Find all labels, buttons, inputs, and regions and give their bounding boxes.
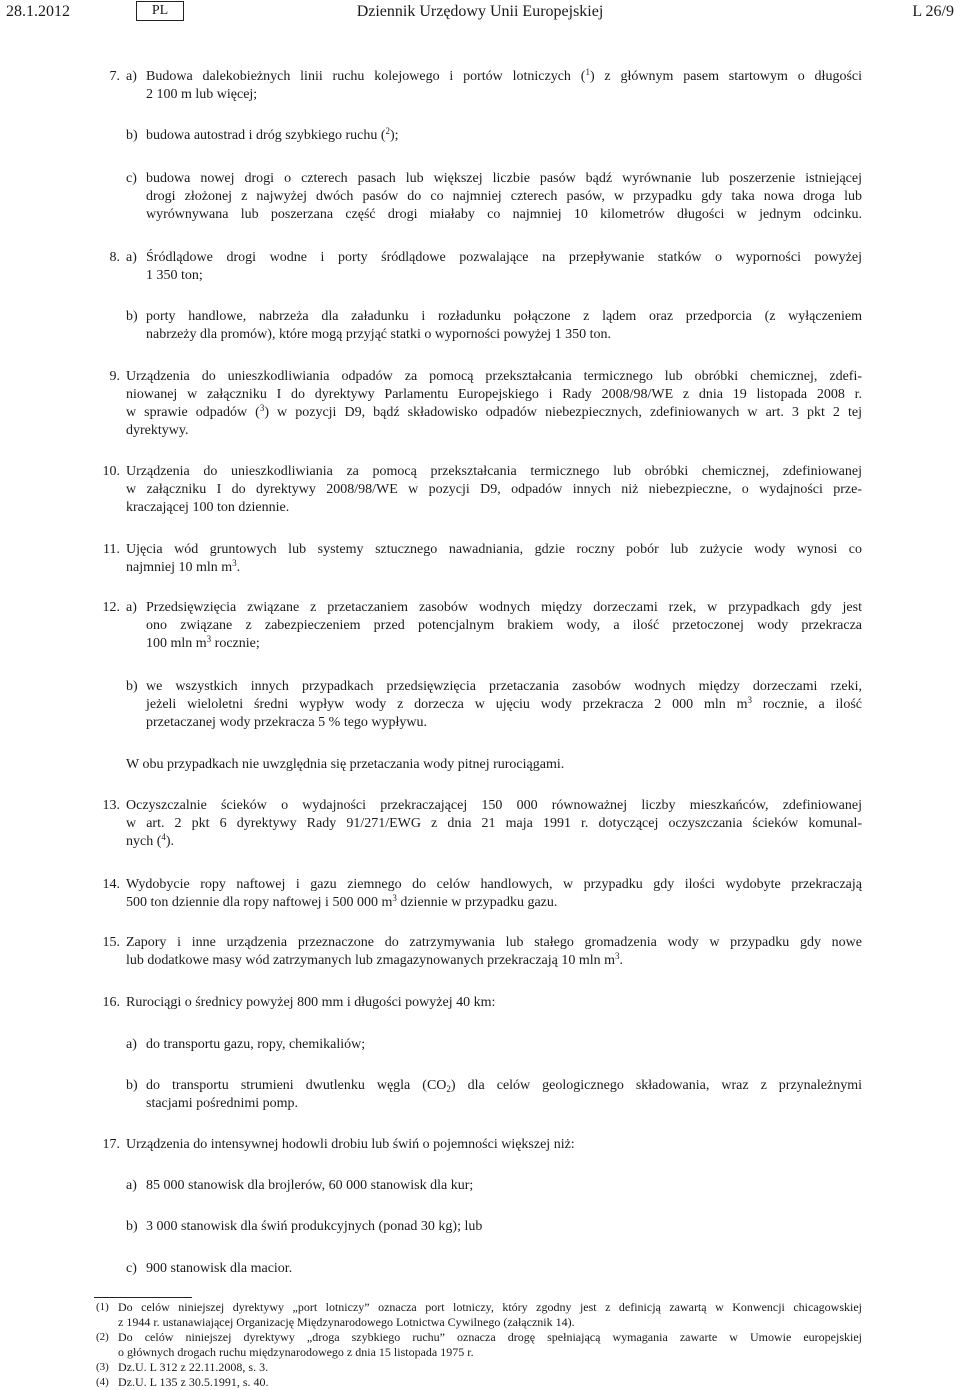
text-line: Budowa dalekobieżnych linii ruchu kolejowego i portów lotniczych ($^1$) z głównym pasem startowym o długości [146, 67, 862, 84]
text-line: lub dodatkowe masy wód zatrzymanych lub zmagazynowanych przekraczają 10 mln $m^3$. [126, 951, 624, 968]
sub-label: b) [126, 679, 138, 694]
item-number: 10. [102, 464, 120, 479]
item-number: 12. [102, 600, 120, 615]
item-number: 17. [102, 1137, 120, 1152]
sub-label: a) [126, 600, 137, 615]
sub-label: a) [126, 69, 137, 84]
item-number: 7. [109, 69, 120, 84]
language-badge: PL [136, 1, 184, 21]
footnote-divider [94, 1297, 192, 1298]
page-number: L 26/9 [912, 3, 954, 20]
item-number: 13. [102, 798, 120, 813]
text-line: we wszystkich innych przypadkach przedsięwzięcia przetaczania zasobów wodnych między dorzeczami rzeki, [146, 679, 862, 694]
sub-label: a) [126, 1178, 137, 1193]
text-line: dyrektywy. [126, 423, 189, 438]
text-line: do transportu gazu, ropy, chemikaliów; [146, 1037, 366, 1052]
sub-label: a) [126, 250, 137, 265]
text-line: budowa autostrad i dróg szybkiego ruchu ($^2$); [146, 126, 399, 143]
text-line: kraczającej 100 ton dziennie. [126, 500, 290, 515]
text-line: 85 000 stanowisk dla brojlerów, 60 000 stanowisk dla kur; [146, 1178, 474, 1193]
text-line: Rurociągi o średnicy powyżej 800 mm i długości powyżej 40 km: [126, 995, 496, 1010]
item-number: 14. [102, 877, 120, 892]
text-line: 500 ton dziennie dla ropy naftowej i 500 000 $m^3$ dziennie w przypadku gazu. [126, 893, 558, 910]
text-line: do transportu strumieni dwutlenku węgla $(CO_2)$ dla celów geologicznego składowania, wraz z przynależnymi [146, 1078, 862, 1094]
text-line: 2 100 m lub więcej; [146, 87, 258, 102]
item-number: 11. [103, 542, 120, 557]
text-line: w art. 2 pkt 6 dyrektywy Rady 91/271/EWG z dnia 21 maja 1991 r. dotyczącej oczyszczania ścieków komunal- [126, 816, 862, 831]
text-line: W obu przypadkach nie uwzględnia się przetaczania wody pitnej rurociągami. [126, 757, 565, 772]
text-line: Urządzenia do unieszkodliwiania za pomocą przekształcania termicznego lub obróbki chemicznej, zdefiniowanej [126, 464, 862, 479]
text-line: Urządzenia do unieszkodliwiania odpadów za pomocą przekształcania termicznego lub obróbki chemicznej, zdefi- [126, 369, 862, 384]
text-line: drogi złożonej z najwyżej dwóch pasów do co najmniej czterech pasów, w przypadku gdy taka nowa droga lub [146, 189, 862, 204]
text-line: Zapory i inne urządzenia przeznaczone do zatrzymywania lub stałego gromadzenia wody w przypadku gdy nowe [126, 935, 862, 950]
item-number: 8. [109, 250, 120, 265]
footnote-mark: (1) [96, 1301, 109, 1313]
text-line: budowa nowej drogi o czterech pasach lub większej liczbie pasów bądź wyrównanie lub poszerzenie istniejącej [146, 171, 862, 186]
text-line: w sprawie odpadów ($^3$) w pozycji D9, bądź składowisko odpadów niebezpiecznych, zdefiniowanych w art. 3 pkt 2 tej [126, 403, 862, 420]
text-line: Przedsięwzięcia związane z przetaczaniem zasobów wodnych między dorzeczami rzek, w przypadkach gdy jest [146, 600, 862, 615]
sub-label: b) [126, 309, 138, 324]
item-number: 9. [109, 369, 120, 384]
text-line: nych ($^4$). [126, 832, 175, 849]
text-line: niowanej w załączniku I do dyrektywy Parlamentu Europejskiego i Rady 2008/98/WE z dnia 19 listopada 2008 r. [126, 387, 862, 402]
footnote-mark: (2) [96, 1331, 109, 1343]
sub-label: b) [126, 1078, 138, 1093]
footnote-line: Do celów niniejszej dyrektywy „port lotniczy” oznacza port lotniczy, który zgodny jest z definicją zawartą w Konwencji chicagowskiej [118, 1300, 862, 1314]
text-line: wyrównywana lub poszerzana część drogi miałaby co najmniej 10 kilometrów długości w jednym odcinku. [146, 207, 862, 222]
text-line: Wydobycie ropy naftowej i gazu ziemnego do celów handlowych, w przypadku gdy ilości wydobyte przekraczają [126, 877, 862, 892]
footnote-mark: (4) [96, 1376, 109, 1388]
sub-label: b) [126, 1219, 138, 1234]
text-line: 900 stanowisk dla macior. [146, 1261, 293, 1276]
item-number: 15. [102, 935, 120, 950]
footnote-mark: (3) [96, 1361, 109, 1373]
publication-date: 28.1.2012 [6, 3, 70, 20]
footnote-line: z 1944 r. ustanawiającej Organizację Międzynarodowego Lotnictwa Cywilnego (załącznik 14). [118, 1315, 575, 1329]
text-line: przetaczanej wody przekracza 5 % tego wypływu. [146, 715, 428, 730]
text-line: jeżeli wieloletni średni wypływ wody z dorzecza w ujęciu wody przekracza 2 000 mln $m^3$ rocznie, a ilość [146, 695, 862, 712]
text-line: najmniej 10 mln $m^3$. [126, 558, 241, 575]
sub-label: a) [126, 1037, 137, 1052]
text-line: Oczyszczalnie ścieków o wydajności przekraczającej 150 000 równoważnej liczby mieszkańców, zdefiniowanej [126, 798, 862, 813]
sub-label: b) [126, 128, 138, 143]
text-line: porty handlowe, nabrzeża dla załadunku i rozładunku połączone z lądem oraz przedporcia (z wyłączeniem [146, 309, 862, 324]
text-line: 1 350 ton; [146, 268, 203, 283]
page-header [0, 0, 960, 30]
sub-label: c) [126, 171, 137, 186]
sub-label: c) [126, 1261, 137, 1276]
text-line: nabrzeży dla promów), które mogą przyjąć statki o wyporności powyżej 1 350 ton. [146, 327, 611, 342]
text-line: Urządzenia do intensywnej hodowli drobiu lub świń o pojemności większej niż: [126, 1137, 575, 1152]
text-line: Śródlądowe drogi wodne i porty śródlądowe pozwalające na przepływanie statków o wyporności powyżej [146, 250, 862, 265]
text-line: w załączniku I do dyrektywy 2008/98/WE w pozycji D9, odpadów innych niż niebezpieczne, o wydajności prze- [126, 482, 862, 497]
item-number: 16. [102, 995, 120, 1010]
text-line: ono związane z zabezpieczeniem przed potencjalnym brakiem wody, a ilość przetoczonej wody przekracza [146, 618, 862, 633]
footnote-line: Dz.U. L 135 z 30.5.1991, s. 40. [118, 1375, 269, 1389]
text-line: stacjami pośrednimi pomp. [146, 1096, 299, 1111]
text-line: 100 mln $m^3$ rocznie; [146, 634, 260, 651]
text-line: Ujęcia wód gruntowych lub systemy sztucznego nawadniania, gdzie roczny pobór lub zużycie wody wynosi co [126, 542, 862, 557]
text-line: 3 000 stanowisk dla świń produkcyjnych (ponad 30 kg); lub [146, 1219, 483, 1234]
footnote-line: Dz.U. L 312 z 22.11.2008, s. 3. [118, 1360, 269, 1374]
footnote-line: Do celów niniejszej dyrektywy „droga szybkiego ruchu” oznacza drogę spełniającą wymagania zawarte w Umowie europejskiej [118, 1330, 862, 1344]
footnote-line: o głównych drogach ruchu międzynarodowego z dnia 15 listopada 1975 r. [118, 1345, 474, 1359]
journal-title: Dziennik Urzędowy Unii Europejskiej [356, 3, 604, 20]
